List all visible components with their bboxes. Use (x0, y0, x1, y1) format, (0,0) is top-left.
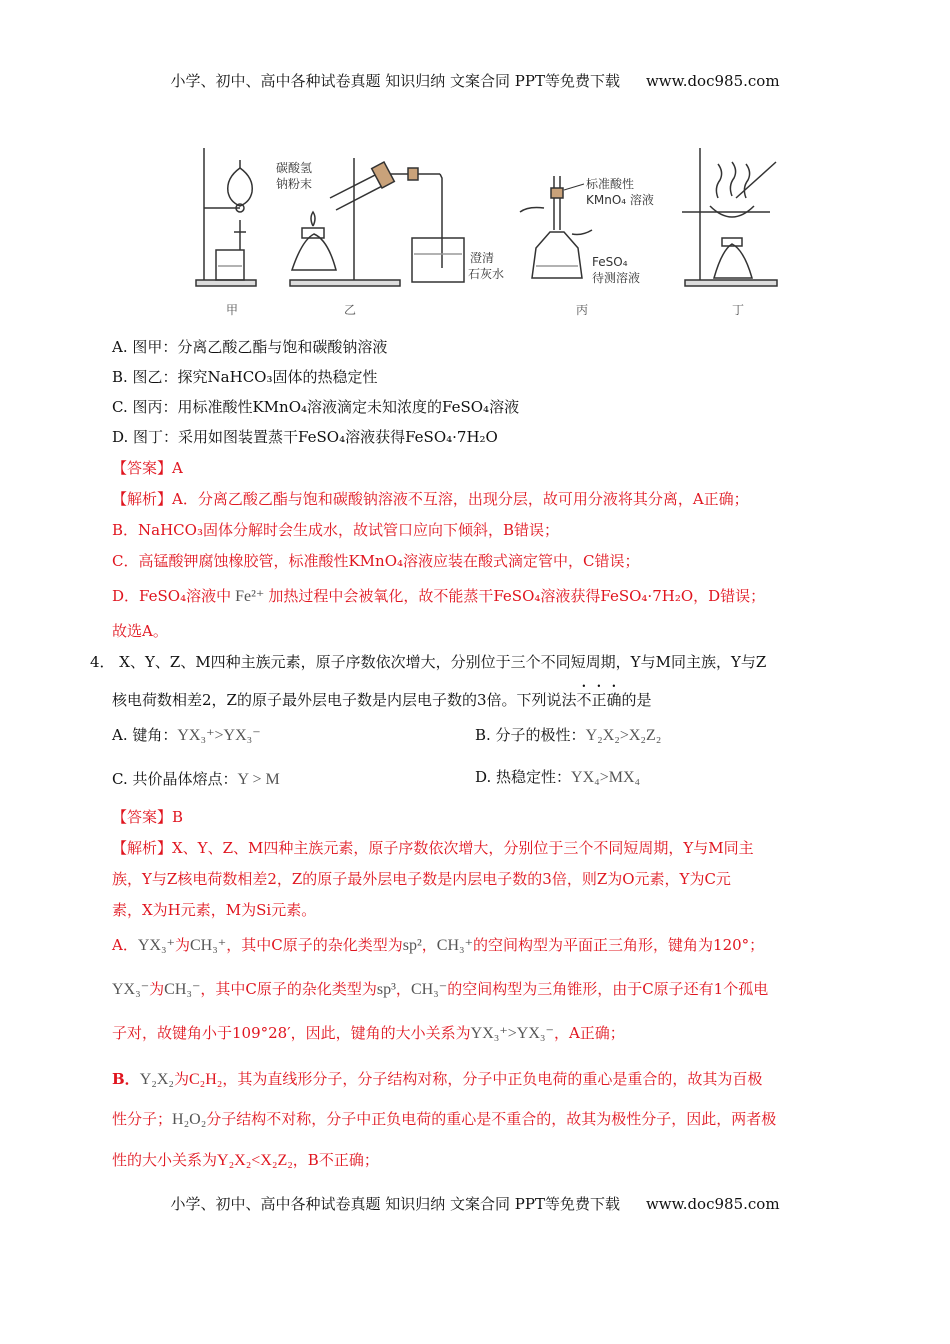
q4-stem-emphasis: 不正确 (576, 691, 622, 709)
formula-ch3-minus: CH₃⁻ (164, 981, 201, 998)
q4-option-b (475, 724, 661, 745)
q4-analysis-a-line3 (112, 1022, 625, 1043)
q3-option-a: A. 图甲：分离乙酸乙酯与饱和碳酸钠溶液 (112, 338, 388, 356)
page-footer (0, 1193, 950, 1214)
formula-ch3-plus: CH₃⁺ (190, 937, 227, 954)
footer-tagline: 小学、初中、高中各种试卷真题 知识归纳 文案合同 PPT等免费下载 (170, 1195, 620, 1213)
q3-option-d: D. 图丁：采用如图装置蒸干FeSO₄溶液获得FeSO₄·7H₂O (112, 428, 498, 446)
q3-analysis-b: B．NaHCO₃固体分解时会生成水，故试管口应向下倾斜，B错误； (112, 521, 559, 539)
figure-label-nahco3-2: 钠粉末 (276, 177, 313, 191)
q4-option-b-label: B. 分子的极性： (475, 726, 586, 744)
formula-ch3-plus: CH₃⁺ (436, 937, 474, 954)
q4-analysis-a-line2 (112, 978, 768, 999)
q3-analysis-c: C．高锰酸钾腐蚀橡胶管，标准酸性KMnO₄溶液应装在酸式滴定管中，C错误； (112, 552, 640, 570)
q4-option-a-formula: YX₃⁺>YX₃⁻ (177, 727, 261, 744)
q4-b-text: 为 (173, 1070, 189, 1088)
formula-polarity-compare: Y₂X₂<X₂Z₂ (217, 1152, 293, 1169)
q3-analysis-d (112, 585, 765, 606)
q4-analysis-b-line2 (112, 1108, 776, 1129)
formula-h2o2: H₂O₂ (172, 1111, 207, 1128)
formula-yx3-plus: YX₃⁺ (137, 937, 175, 954)
figure-ding (682, 148, 777, 286)
q4-a-text: ，其中C原子的杂化类型为 (226, 936, 403, 954)
figure-label-titrant-2: KMnO₄ 溶液 (586, 193, 654, 207)
q4-a-text: 的空间构型为三角锥形，由于C原子还有1个孤电 (447, 980, 769, 998)
q4-stem-line2c: 的是 (621, 691, 652, 709)
figure-bing (520, 176, 592, 278)
q4-a-prefix: A． (112, 936, 138, 954)
q4-a-text: 为 (149, 980, 165, 998)
figure-label-nahco3-1: 碳酸氢 (276, 161, 313, 175)
q4-a-text: 子对，故键角小于109°28′，因此，键角的大小关系为 (112, 1024, 471, 1042)
q3-conclusion: 故选A。 (112, 622, 168, 640)
formula-ch3-minus: CH₃⁻ (410, 981, 448, 998)
page-header (0, 70, 950, 91)
figure-label-titrant-1: 标准酸性 (586, 177, 635, 191)
footer-site-link[interactable]: www.doc985.com (645, 1195, 780, 1213)
figure-yi (290, 158, 464, 286)
q4-analysis-b-line3 (112, 1149, 379, 1170)
q3-analysis-d-post: 加热过程中会被氧化，故不能蒸干FeSO₄溶液获得FeSO₄·7H₂O，D错误； (268, 587, 766, 605)
header-tagline: 小学、初中、高中各种试卷真题 知识归纳 文案合同 PPT等免费下载 (170, 72, 620, 90)
q4-option-b-formula: Y₂X₂>X₂Z₂ (585, 727, 662, 744)
q4-option-c-formula: Y > M (237, 771, 280, 788)
q3-analysis-a: 【解析】A．分离乙酸乙酯与饱和碳酸钠溶液不互溶，出现分层，故可用分液将其分离，A正确； (112, 490, 749, 508)
figure-caption-ding: 丁 (732, 303, 745, 317)
q4-analysis-b-line1 (112, 1068, 762, 1089)
q4-a-text: ，其中C原子的杂化类型为 (200, 980, 377, 998)
figure-caption-bing: 丙 (576, 303, 589, 317)
q4-option-d-formula: YX₄>MX₄ (571, 769, 641, 786)
figure-pointer-titrant (564, 184, 584, 190)
q4-option-d-label: D. 热稳定性： (475, 768, 572, 786)
formula-y2x2: Y₂X₂ (139, 1071, 174, 1088)
q4-stem-line2a: 核电荷数相差2，Z的原子最外层电子数是内层电子数的3倍。下列说法 (112, 691, 577, 709)
q4-a-text: ， (395, 980, 411, 998)
q4-stem-line1: 4． X、Y、Z、M四种主族元素，原子序数依次增大，分别位于三个不同短周期，Y与M同主族，Y与Z (90, 653, 767, 671)
q4-analysis-line1: 【解析】X、Y、Z、M四种主族元素，原子序数依次增大，分别位于三个不同短周期，Y与M同主 (112, 839, 754, 857)
figure-caption-jia: 甲 (226, 303, 239, 317)
figure-label-limewater-2: 石灰水 (468, 267, 505, 281)
apparatus-figure (180, 138, 800, 328)
q4-a-text: 的空间构型为平面正三角形，键角为120°； (473, 936, 765, 954)
figure-label-limewater-1: 澄清 (470, 251, 495, 265)
q3-answer: 【答案】A (112, 459, 183, 477)
q4-b-text: ，其为直线形分子，分子结构对称，分子中正负电荷的重心是重合的，故其为百极 (222, 1070, 763, 1088)
q4-option-d (475, 766, 640, 787)
q4-analysis-line3: 素，X为H元素，M为Si元素。 (112, 901, 317, 919)
formula-sp3: sp³ (376, 981, 396, 998)
q4-option-a (112, 724, 261, 745)
q4-b-text: 性分子； (112, 1110, 173, 1128)
q4-b-prefix: B． (112, 1070, 140, 1088)
q4-analysis-a-line1 (112, 934, 764, 955)
formula-angle-compare: YX₃⁺>YX₃⁻ (470, 1025, 554, 1042)
q3-option-c: C. 图丙：用标准酸性KMnO₄溶液滴定未知浓度的FeSO₄溶液 (112, 398, 520, 416)
q3-option-b: B. 图乙：探究NaHCO₃固体的热稳定性 (112, 368, 378, 386)
q4-b-text: 性的大小关系为 (112, 1151, 218, 1169)
q4-a-text: ，A正确； (553, 1024, 625, 1042)
q4-analysis-line2: 族，Y与Z核电荷数相差2，Z的原子最外层电子数是内层电子数的3倍，则Z为O元素，Y为C元 (112, 870, 731, 888)
figure-label-sample-2: 待测溶液 (592, 271, 641, 285)
figure-label-sample-1: FeSO₄ (592, 255, 628, 269)
q4-stem-line2 (112, 682, 652, 710)
formula-c2h2: C₂H₂ (188, 1071, 223, 1088)
figure-caption-yi: 乙 (344, 303, 357, 317)
fe-ion-formula: Fe²⁺ (235, 588, 265, 605)
q4-option-a-label: A. 键角： (112, 726, 178, 744)
header-site-link[interactable]: www.doc985.com (645, 72, 780, 90)
formula-sp2: sp² (402, 937, 422, 954)
q4-answer: 【答案】B (112, 808, 184, 826)
q4-a-text: 为 (174, 936, 190, 954)
q4-option-c (112, 768, 280, 789)
q4-a-text: ， (421, 936, 437, 954)
q4-b-text: 分子结构不对称，分子中正负电荷的重心是不重合的，故其为极性分子，因此，两者极 (206, 1110, 777, 1128)
q3-analysis-d-pre: D．FeSO₄溶液中 (112, 587, 232, 605)
q4-option-c-label: C. 共价晶体熔点： (112, 770, 238, 788)
q4-b-text: ，B不正确； (292, 1151, 379, 1169)
figure-jia (196, 148, 256, 286)
formula-yx3-minus: YX₃⁻ (112, 981, 150, 998)
